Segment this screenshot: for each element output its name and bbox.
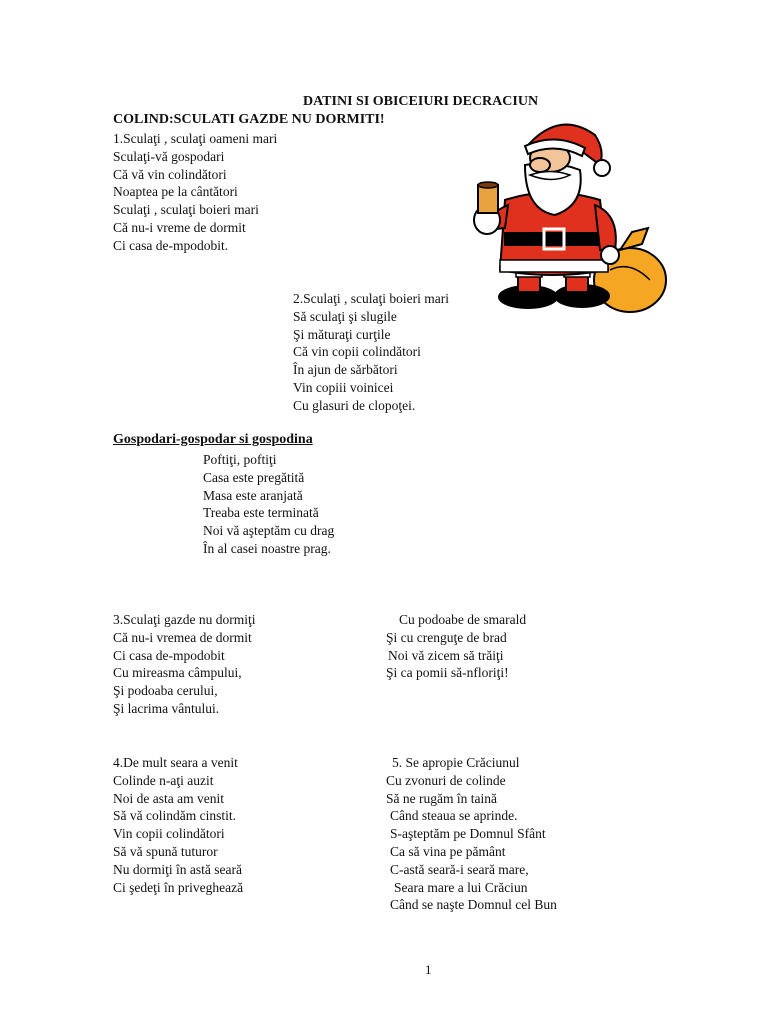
verse-line: Masa este aranjată xyxy=(203,487,303,503)
verse-line: Că nu-i vreme de dormit xyxy=(113,219,246,235)
stanza-4 xyxy=(113,754,243,896)
verse-line: Cu zvonuri de colinde xyxy=(386,772,506,788)
verse-line: Cu podoabe de smarald xyxy=(399,612,527,627)
verse-line: Că vin copii colindători xyxy=(293,344,421,360)
verse-line: Ca să vina pe pământ xyxy=(390,843,506,859)
stanza-5 xyxy=(386,754,557,914)
verse-line: În ajun de sărbători xyxy=(293,362,398,378)
verse-line: Poftiţi, poftiţi xyxy=(203,452,277,467)
verse-line: Colinde n-aţi auzit xyxy=(113,772,214,788)
verse-line: Casa este pregătită xyxy=(203,469,305,485)
verse-line: Noi de asta am venit xyxy=(113,790,224,806)
verse-line: Când se naşte Domnul cel Bun xyxy=(390,897,557,913)
verse-line: Să vă colindăm cinstit. xyxy=(113,808,236,824)
carol-subtitle: COLIND:SCULATI GAZDE NU DORMITI! xyxy=(113,112,385,127)
verse-line: Noaptea pe la cântători xyxy=(113,184,238,200)
stanza-1 xyxy=(113,130,277,255)
verse-line: Să ne rugăm în taină xyxy=(386,790,497,806)
page-title: DATINI SI OBICEIURI DECRACIUN xyxy=(303,94,539,109)
verse-line: Ci casa de-mpodobit. xyxy=(113,237,229,253)
verse-line: Cu mireasma câmpului, xyxy=(113,665,242,681)
verse-line: Ci casa de-mpodobit xyxy=(113,647,225,663)
verse-line: 5. Se apropie Crăciunul xyxy=(392,755,520,770)
verse-line: Vin copii colindători xyxy=(113,826,225,842)
verse-line: 4.De mult seara a venit xyxy=(113,755,238,770)
verse-line: Seara mare a lui Crăciun xyxy=(394,879,528,895)
verse-line: Noi vă zicem să trăiţi xyxy=(388,647,504,663)
verse-line: Şi lacrima vântului. xyxy=(113,700,220,716)
verse-line: Şi măturaţi curţile xyxy=(293,326,391,342)
verse-line: 3.Sculaţi gazde nu dormiţi xyxy=(113,612,256,627)
verse-line: Că vă vin colindători xyxy=(113,166,227,182)
stanza-hosts xyxy=(203,451,334,558)
stanza-3-continued xyxy=(386,611,526,682)
verse-line: Şi podoaba cerului, xyxy=(113,683,218,699)
verse-line: În al casei noastre prag. xyxy=(203,540,331,556)
verse-line: Treaba este terminată xyxy=(203,505,319,521)
section-heading: Gospodari-gospodar si gospodina xyxy=(113,432,313,447)
page-number: 1 xyxy=(425,962,432,977)
verse-line: Să vă spună tuturor xyxy=(113,843,218,859)
verse-line: 1.Sculaţi , sculaţi oameni mari xyxy=(113,131,278,146)
verse-line: Noi vă aşteptăm cu drag xyxy=(203,523,335,539)
verse-line: Şi ca pomii să-nfloriţi! xyxy=(386,665,509,681)
verse-line: Cu glasuri de clopoţei. xyxy=(293,397,416,413)
verse-line: Să sculaţi şi slugile xyxy=(293,308,397,324)
verse-line: Vin copiii voinicei xyxy=(293,379,394,395)
verse-line: Sculaţi , sculaţi boieri mari xyxy=(113,202,259,218)
stanza-2 xyxy=(293,290,449,415)
stanza-3 xyxy=(113,611,255,718)
verse-line: Şi cu crenguţe de brad xyxy=(386,629,507,645)
santa-claus-illustration xyxy=(470,120,670,320)
verse-line: Că nu-i vremea de dormit xyxy=(113,629,252,645)
verse-line: S-aşteptăm pe Domnul Sfânt xyxy=(390,826,546,842)
verse-line: Când steaua se aprinde. xyxy=(390,808,518,824)
verse-line: 2.Sculaţi , sculaţi boieri mari xyxy=(293,291,449,306)
verse-line: Nu dormiţi în astă seară xyxy=(113,861,242,877)
verse-line: Sculaţi-vă gospodari xyxy=(113,148,225,164)
verse-line: C-astă seară-i seară mare, xyxy=(390,861,529,877)
verse-line: Ci şedeţi în priveghează xyxy=(113,879,244,895)
